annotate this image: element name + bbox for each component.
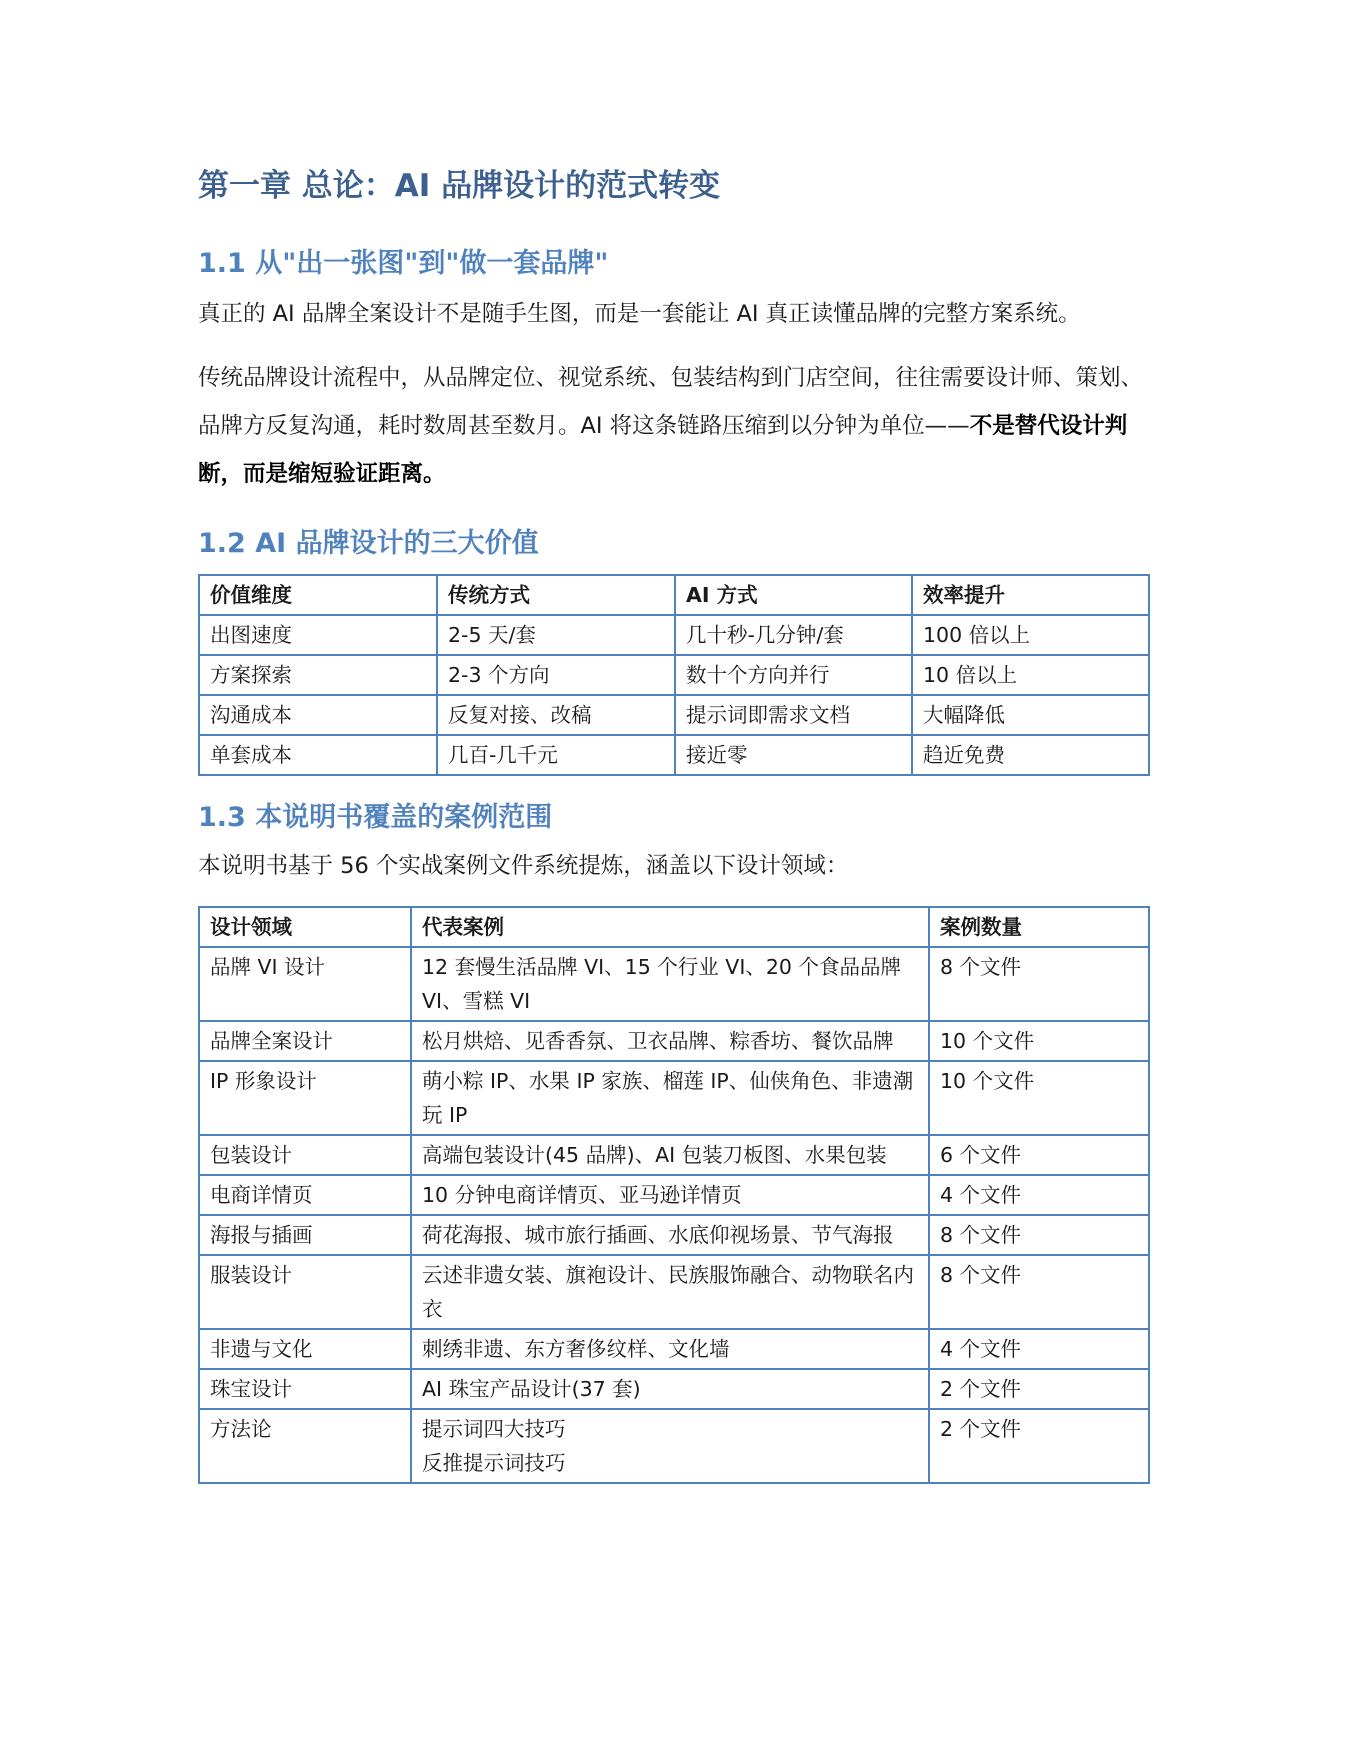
table-cell: 反复对接、改稿 (437, 695, 675, 735)
table-cell: 2-5 天/套 (437, 615, 675, 655)
value-table-header: 传统方式 (437, 575, 675, 615)
table-row (199, 1255, 1149, 1329)
table-cell: 100 倍以上 (912, 615, 1149, 655)
table-cell: 方案探索 (199, 655, 437, 695)
table-cell: 方法论 (199, 1409, 411, 1483)
table-cell: 品牌 VI 设计 (199, 947, 411, 1021)
table-cell: 出图速度 (199, 615, 437, 655)
table-cell: 10 倍以上 (912, 655, 1149, 695)
table-cell: 刺绣非遗、东方奢侈纹样、文化墙 (411, 1329, 929, 1369)
table-cell: 沟通成本 (199, 695, 437, 735)
value-table (198, 574, 1150, 776)
table-cell: 10 个文件 (929, 1061, 1149, 1135)
table-cell: 8 个文件 (929, 1215, 1149, 1255)
section-1-3-heading: 1.3 本说明书覆盖的案例范围 (198, 802, 553, 833)
table-cell: 2 个文件 (929, 1409, 1149, 1483)
chapter-title: 第一章 总论：AI 品牌设计的范式转变 (198, 168, 721, 204)
table-cell: 单套成本 (199, 735, 437, 775)
table-cell (411, 1409, 929, 1483)
table-row (199, 1135, 1149, 1175)
table-cell: 松月烘焙、见香香氛、卫衣品牌、粽香坊、餐饮品牌 (411, 1021, 929, 1061)
table-cell: 2-3 个方向 (437, 655, 675, 695)
section-1-1-heading: 1.1 从"出一张图"到"做一套品牌" (198, 248, 609, 279)
case-table-header: 代表案例 (411, 907, 929, 947)
table-cell: AI 珠宝产品设计(37 套) (411, 1369, 929, 1409)
table-cell: 数十个方向并行 (675, 655, 912, 695)
table-cell: 趋近免费 (912, 735, 1149, 775)
paragraph-2-text: 传统品牌设计流程中，从品牌定位、视觉系统、包装结构到门店空间，往往需要设计师、策划、品牌方反复沟通，耗时数周甚至数月。AI 将这条链路压缩到以分钟为单位—— (198, 365, 1144, 439)
table-row (199, 1021, 1149, 1061)
table-row (199, 1329, 1149, 1369)
table-row (199, 1215, 1149, 1255)
value-table-header-row (199, 575, 1149, 615)
table-cell: 几十秒-几分钟/套 (675, 615, 912, 655)
table-cell: 云述非遗女装、旗袍设计、民族服饰融合、动物联名内衣 (411, 1255, 929, 1329)
table-cell: 8 个文件 (929, 1255, 1149, 1329)
table-cell: 海报与插画 (199, 1215, 411, 1255)
table-cell: 10 分钟电商详情页、亚马逊详情页 (411, 1175, 929, 1215)
paragraph-2-bold: 不是替代设计判断，而是缩短验证距离。 (198, 413, 1128, 487)
section-1-1-paragraph-1: 真正的 AI 品牌全案设计不是随手生图，而是一套能让 AI 真正读懂品牌的完整方案系统。 (198, 301, 1081, 327)
table-cell: 萌小粽 IP、水果 IP 家族、榴莲 IP、仙侠角色、非遗潮玩 IP (411, 1061, 929, 1135)
table-cell: 高端包装设计(45 品牌)、AI 包装刀板图、水果包装 (411, 1135, 929, 1175)
table-cell: 非遗与文化 (199, 1329, 411, 1369)
case-scope-table (198, 906, 1150, 1484)
table-cell: 10 个文件 (929, 1021, 1149, 1061)
table-row (199, 695, 1149, 735)
case-table-header: 设计领域 (199, 907, 411, 947)
table-cell: 几百-几千元 (437, 735, 675, 775)
cell-line: 提示词四大技巧 (422, 1417, 566, 1441)
table-cell: IP 形象设计 (199, 1061, 411, 1135)
table-row (199, 615, 1149, 655)
section-1-3-intro: 本说明书基于 56 个实战案例文件系统提炼，涵盖以下设计领域： (198, 853, 849, 879)
table-cell: 4 个文件 (929, 1329, 1149, 1369)
table-cell: 包装设计 (199, 1135, 411, 1175)
table-cell: 提示词即需求文档 (675, 695, 912, 735)
table-cell: 4 个文件 (929, 1175, 1149, 1215)
table-cell: 2 个文件 (929, 1369, 1149, 1409)
table-cell: 服装设计 (199, 1255, 411, 1329)
section-1-2-heading: 1.2 AI 品牌设计的三大价值 (198, 528, 539, 559)
table-row (199, 655, 1149, 695)
cell-line: 反推提示词技巧 (422, 1451, 566, 1475)
table-cell: 电商详情页 (199, 1175, 411, 1215)
table-cell: 8 个文件 (929, 947, 1149, 1021)
value-table-header: 价值维度 (199, 575, 437, 615)
document-content (198, 160, 1148, 1484)
table-cell: 品牌全案设计 (199, 1021, 411, 1061)
table-cell: 大幅降低 (912, 695, 1149, 735)
table-cell: 珠宝设计 (199, 1369, 411, 1409)
table-row (199, 947, 1149, 1021)
table-cell: 荷花海报、城市旅行插画、水底仰视场景、节气海报 (411, 1215, 929, 1255)
table-row (199, 1369, 1149, 1409)
table-row (199, 1175, 1149, 1215)
section-1-1-paragraph-2 (198, 354, 1148, 498)
table-cell: 6 个文件 (929, 1135, 1149, 1175)
table-row (199, 1409, 1149, 1483)
case-table-header: 案例数量 (929, 907, 1149, 947)
table-row (199, 735, 1149, 775)
table-cell: 12 套慢生活品牌 VI、15 个行业 VI、20 个食品品牌 VI、雪糕 VI (411, 947, 929, 1021)
value-table-header: AI 方式 (675, 575, 912, 615)
value-table-header: 效率提升 (912, 575, 1149, 615)
case-table-header-row (199, 907, 1149, 947)
table-cell: 接近零 (675, 735, 912, 775)
table-row (199, 1061, 1149, 1135)
